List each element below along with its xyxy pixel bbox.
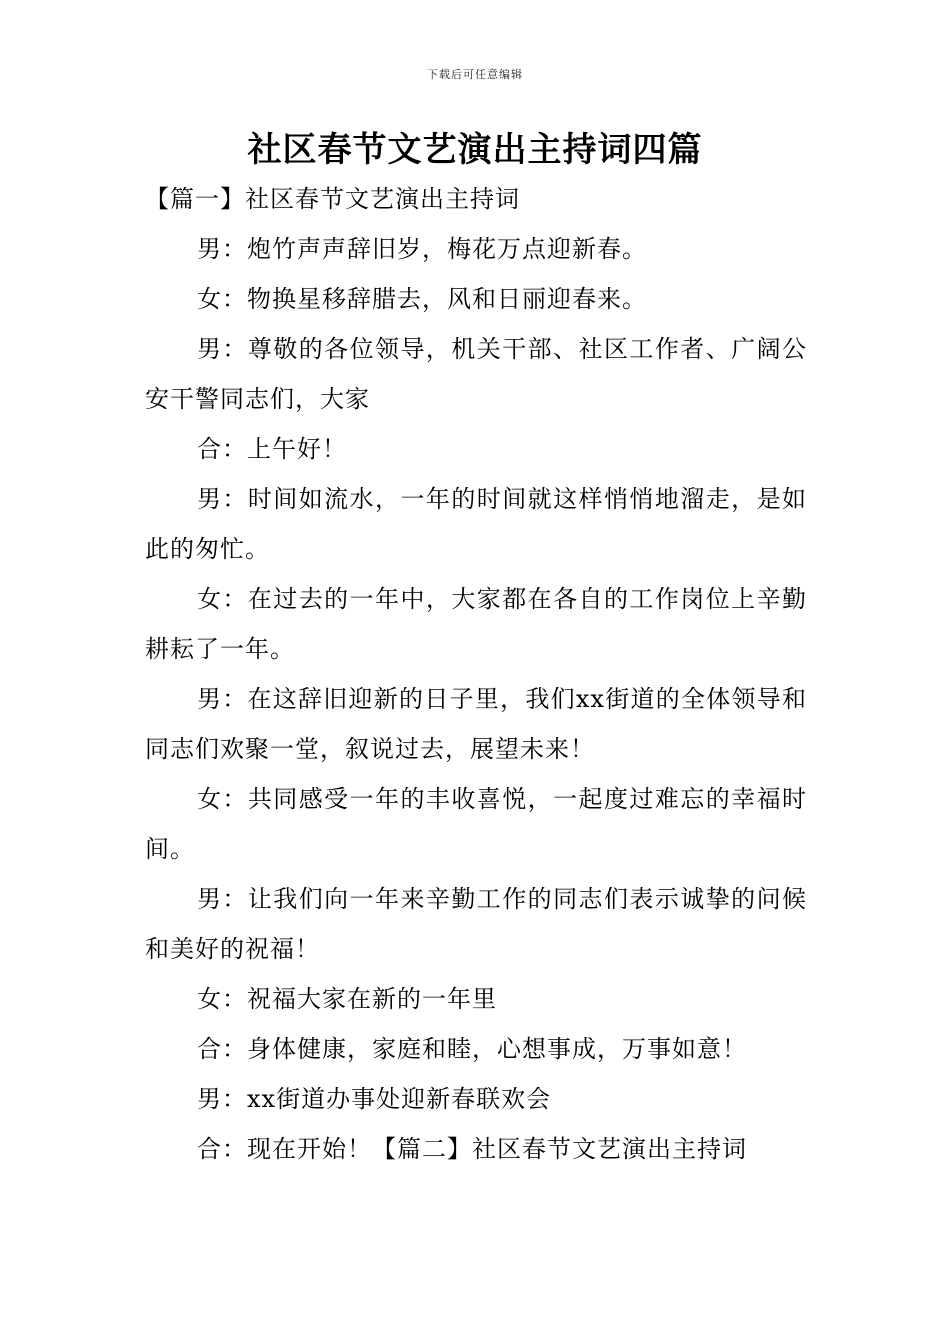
section-heading-1: 【篇一】社区春节文艺演出主持词 bbox=[145, 185, 520, 213]
dialogue-line: 女：共同感受一年的丰收喜悦，一起度过难忘的幸福时间。 bbox=[145, 785, 807, 863]
dialogue-line: 合：上午好！ bbox=[197, 435, 347, 463]
dialogue-line: 男：尊敬的各位领导，机关干部、社区工作者、广阔公安干警同志们，大家 bbox=[145, 335, 807, 413]
dialogue-line: 合：现在开始！【篇二】社区春节文艺演出主持词 bbox=[197, 1135, 747, 1163]
document-title: 社区春节文艺演出主持词四篇 bbox=[247, 130, 703, 170]
dialogue-line: 合：身体健康，家庭和睦，心想事成，万事如意！ bbox=[197, 1035, 747, 1063]
dialogue-line: 男：炮竹声声辞旧岁，梅花万点迎新春。 bbox=[197, 235, 647, 263]
dialogue-line: 男：xx街道办事处迎新春联欢会 bbox=[197, 1085, 552, 1113]
dialogue-line: 女：在过去的一年中，大家都在各自的工作岗位上辛勤耕耘了一年。 bbox=[145, 585, 807, 663]
document-body bbox=[145, 174, 807, 1174]
dialogue-line: 女：物换星移辞腊去，风和日丽迎春来。 bbox=[197, 285, 647, 313]
dialogue-line: 男：时间如流水，一年的时间就这样悄悄地溜走，是如此的匆忙。 bbox=[145, 485, 807, 563]
header-note: 下载后可任意编辑 bbox=[427, 68, 523, 81]
dialogue-line: 男：让我们向一年来辛勤工作的同志们表示诚挚的问候和美好的祝福！ bbox=[145, 885, 807, 963]
dialogue-line: 女：祝福大家在新的一年里 bbox=[197, 985, 497, 1013]
dialogue-line: 男：在这辞旧迎新的日子里，我们xx街道的全体领导和同志们欢聚一堂，叙说过去，展望未来！ bbox=[145, 685, 807, 763]
